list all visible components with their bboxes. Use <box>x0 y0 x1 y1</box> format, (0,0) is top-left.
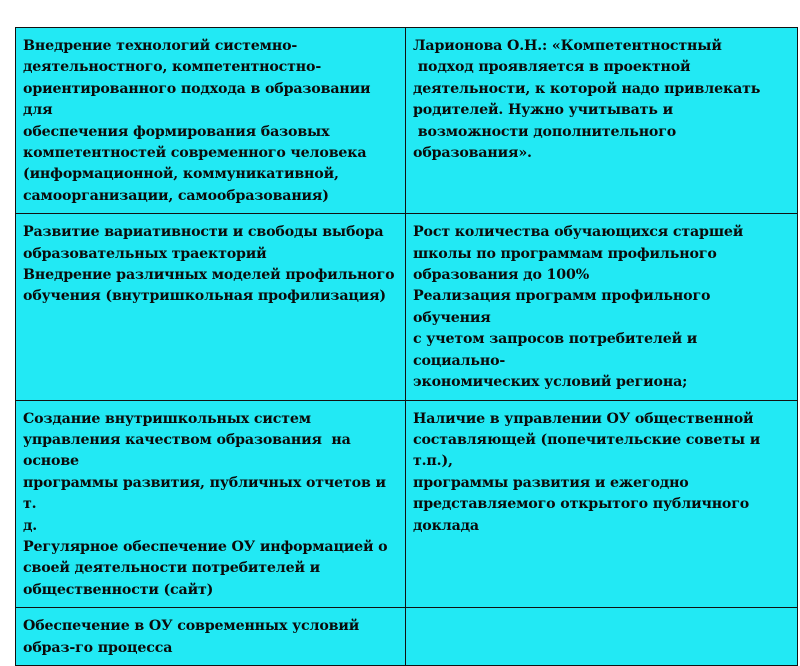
table-row <box>16 400 798 608</box>
table-cell-right: Наличие в управлении ОУ общественной составляющей (попечительские советы и т.п.), программы развития и ежегодно представляемого открытого публичного доклада <box>406 400 798 608</box>
table-cell-left: Развитие вариативности и свободы выбора образовательных траекторий Внедрение различных моделей профильного обучения (внутришкольная профилизация) <box>16 214 406 400</box>
table-cell-right <box>406 608 798 666</box>
table-cell-left: Обеспечение в ОУ современных условий образ-го процесса <box>16 608 406 666</box>
content-table <box>15 27 798 666</box>
table-cell-right: Рост количества обучающихся старшей школы по программам профильного образования до 100% Реализация программ профильного обучения с учетом запросов потребителей и социально- экономических условий региона; <box>406 214 798 400</box>
table-cell-right: Ларионова О.Н.: «Компетентностный подход проявляется в проектной деятельности, к которой надо привлекать родителей. Нужно учитывать и возможности дополнительного образования». <box>406 28 798 214</box>
table-row <box>16 214 798 400</box>
table-row <box>16 28 798 214</box>
table-cell-left: Создание внутришкольных систем управления качеством образования на основе программы развития, публичных отчетов и т. д. Регулярное обеспечение ОУ информацией о своей деятельности потребителей и общественности (сайт) <box>16 400 406 608</box>
table-cell-left: Внедрение технологий системно- деятельностного, компетентностно- ориентированного подхода в образовании для обеспечения формирования базовых компетентностей современного человека (информационной, коммуникативной, самоорганизации, самообразования) <box>16 28 406 214</box>
table-row <box>16 608 798 666</box>
